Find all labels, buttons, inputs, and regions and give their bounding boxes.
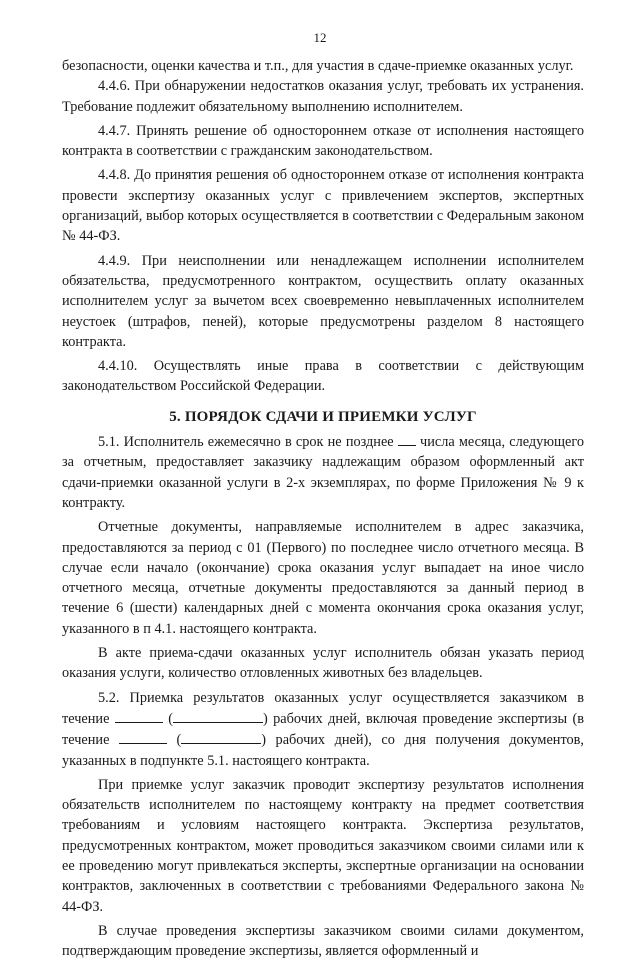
clause-4-4-6: 4.4.6. При обнаружении недостатков оказания услуг, требовать их устранения. Требование подлежит обязательному выполнению исполнителем. xyxy=(62,78,584,115)
paragraph: В случае проведения экспертизы заказчиком своими силами документом, подтверждающим проведение экспертизы, является оформленный и xyxy=(62,922,584,960)
clause-4-4-7: 4.4.7. Принять решение об одностороннем отказе от исполнения настоящего контракта в соответствии с гражданским законодательством. xyxy=(62,122,584,160)
clause-4-4-9: 4.4.9. При неисполнении или ненадлежащем исполнении исполнителем обязательства, предусмотренного контрактом, осуществить оплату оказанных исполнителем услуг за вычетом всех своевременно невыплаченных исполнителем неустоек (штрафов, пеней), которые предусмотрены разделом 8 настоящего контракта. xyxy=(62,252,584,350)
blank-field xyxy=(173,708,263,723)
clause-4-4-10: 4.4.10. Осуществлять иные права в соответствии с действующим законодательством Российской Федерации. xyxy=(62,358,584,395)
paragraph: Отчетные документы, направляемые исполнителем в адрес заказчика, предоставляются за период с 01 (Первого) по последнее число отчетного месяца. В случае если начало (окончание) срока оказания услуг выпадает на иное число отчетного месяца, отчетные документы предоставляются за данный период в течение 6 (шести) календарных дней с момента окончания срока оказания услуг, указанного в п 4.1. настоящего контракта. xyxy=(62,519,584,637)
blank-field xyxy=(398,431,416,446)
clause-5-2 xyxy=(62,688,584,771)
paragraph: В акте приема-сдачи оказанных услуг исполнитель обязан указать период оказания услуги, количество отловленных животных без владельцев. xyxy=(62,645,584,682)
blank-field xyxy=(181,729,261,744)
blank-field xyxy=(119,729,167,744)
paragraph: безопасности, оценки качества и т.п., для участия в сдаче-приемке оказанных услуг. xyxy=(62,58,574,74)
paragraph: При приемке услуг заказчик проводит экспертизу результатов исполнения обязательств исполнителем по настоящему контракту на предмет соответствия требованиям и условиям настоящего контракта. Экспертиза результатов, предусмотренных контрактом, может проводиться заказчиком своими силами или к ее проведению могут привлекаться эксперты, экспертные организации на основании контрактов, заключенных в соответствии с требованиями Федерального закона № 44-ФЗ. xyxy=(62,776,584,915)
clause-5-2-text-end: ) рабочих дней), со дня получения документов, указанных в подпункте 5.1. настоящего контракта. xyxy=(62,732,584,769)
page-number: 12 xyxy=(313,30,327,45)
clause-5-2-paren: ( xyxy=(168,710,173,727)
section-title: 5. ПОРЯДОК СДАЧИ И ПРИЕМКИ УСЛУГ xyxy=(169,408,477,425)
clause-5-1-text-cont: числа месяца, следующего за отчетным, предоставляет заказчику надлежащим образом оформленный акт сдачи-приемки оказанной услуги в 2-х экземплярах, по форме Приложения № 9 к контракту. xyxy=(62,434,585,511)
clause-5-2-text: 5.2. Приемка результатов оказанных услуг осуществляется заказчиком в течение xyxy=(62,689,584,727)
clause-5-1 xyxy=(62,431,584,513)
document-body xyxy=(62,56,584,965)
clause-4-4-8: 4.4.8. До принятия решения об одностороннем отказе от исполнения контракта провести экспертизу оказанных услуг с привлечением экспертов, экспертных организаций, выбор которых осуществляется в соответствии с Федеральным законом № 44-ФЗ. xyxy=(62,167,584,245)
clause-5-1-text: 5.1. Исполнитель ежемесячно в срок не позднее xyxy=(98,434,394,451)
blank-field xyxy=(115,708,163,723)
clause-5-2-paren: ( xyxy=(176,732,182,749)
clause-5-2-text-cont: ) рабочих дней, включая проведение экспертизы (в течение xyxy=(62,710,584,749)
